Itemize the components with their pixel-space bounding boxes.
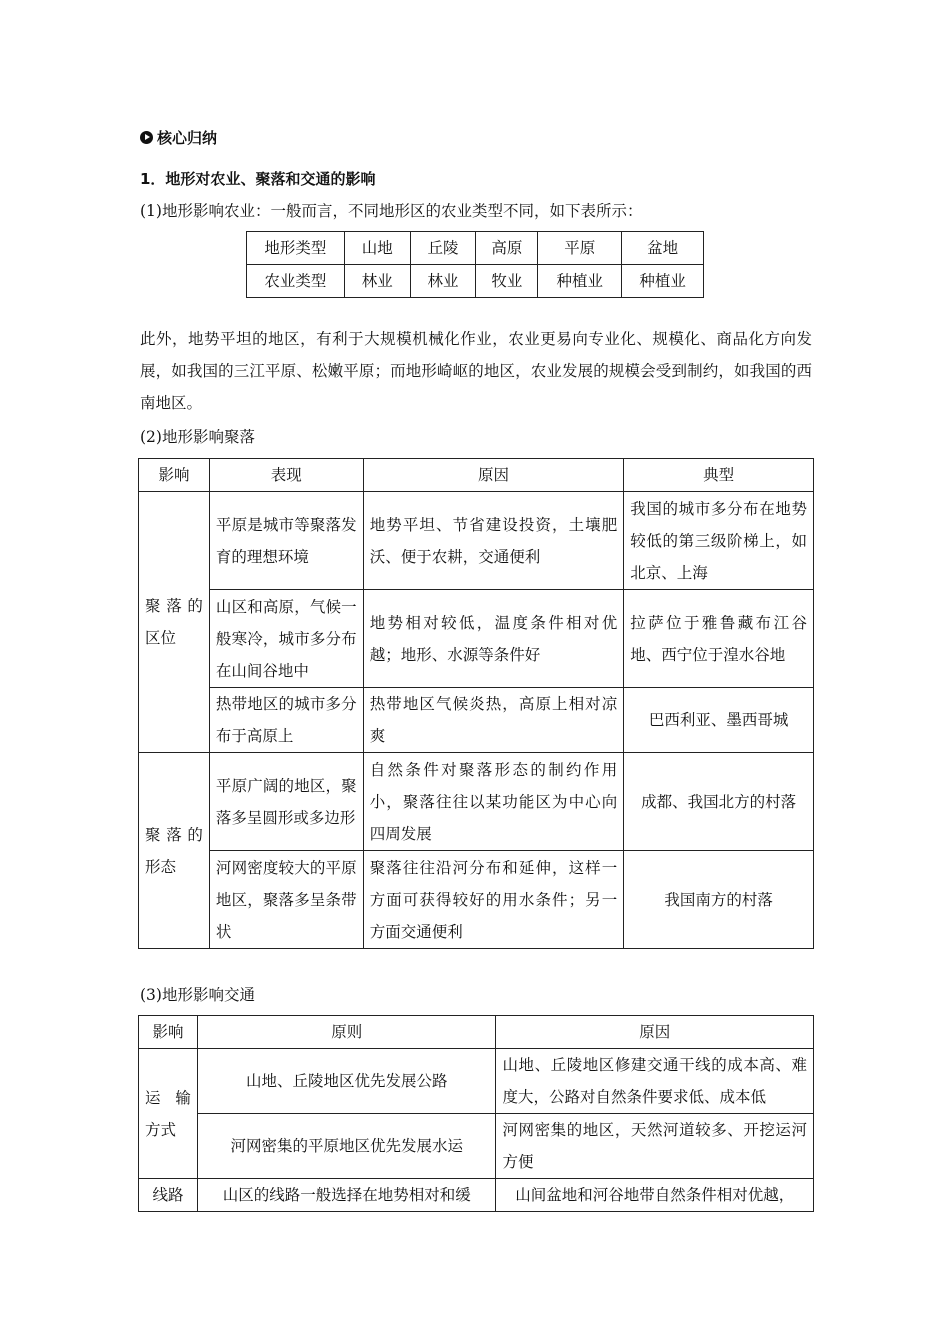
table-header: 表现 <box>209 459 363 492</box>
table-row <box>139 851 814 949</box>
table-cell: 山地、丘陵地区修建交通干线的成本高、难度大，公路对自然条件要求低、成本低 <box>496 1049 814 1114</box>
table-header: 原则 <box>197 1016 496 1049</box>
table-cell: 农业类型 <box>247 265 345 298</box>
table-cell: 我国的城市多分布在地势较低的第三级阶梯上，如北京、上海 <box>624 492 814 590</box>
row-group-label: 聚落的区位 <box>139 492 210 753</box>
table-cell: 巴西利亚、墨西哥城 <box>624 688 814 753</box>
settlement-intro: (2)地形影响聚落 <box>140 428 255 446</box>
table-header: 原因 <box>363 459 624 492</box>
table-header: 影响 <box>139 1016 198 1049</box>
table-cell: 丘陵 <box>410 232 476 265</box>
agriculture-intro: (1)地形影响农业：一般而言，不同地形区的农业类型不同，如下表所示： <box>140 202 643 220</box>
table-cell: 平原是城市等聚落发育的理想环境 <box>209 492 363 590</box>
table-cell: 成都、我国北方的村落 <box>624 753 814 851</box>
table-cell: 河网密集的平原地区优先发展水运 <box>197 1114 496 1179</box>
table-row <box>139 1049 814 1114</box>
transport-intro: (3)地形影响交通 <box>140 986 255 1004</box>
table-cell: 自然条件对聚落形态的制约作用小，聚落往往以某功能区为中心向四周发展 <box>363 753 624 851</box>
table-cell: 种植业 <box>538 265 622 298</box>
row-group-label: 聚落的形态 <box>139 753 210 949</box>
table-row <box>139 1179 814 1212</box>
table-cell: 地势平坦、节省建设投资，土壤肥沃、便于农耕，交通便利 <box>363 492 624 590</box>
table-cell: 种植业 <box>622 265 704 298</box>
agriculture-body: 此外，地势平坦的地区，有利于大规模机械化作业，农业更易向专业化、规模化、商品化方向发展，如我国的三江平原、松嫩平原；而地形崎岖的地区，农业发展的规模会受到制约，如我国的西南地区。 <box>140 330 812 412</box>
table-header-row <box>139 459 814 492</box>
transport-table <box>138 1015 814 1212</box>
table-row <box>247 232 704 265</box>
table-row <box>247 265 704 298</box>
agriculture-table <box>246 231 704 298</box>
table-cell: 牧业 <box>476 265 538 298</box>
row-group-label: 运输方式 <box>139 1049 198 1179</box>
table-cell: 我国南方的村落 <box>624 851 814 949</box>
table-header: 典型 <box>624 459 814 492</box>
table-cell: 河网密度较大的平原地区，聚落多呈条带状 <box>209 851 363 949</box>
table-cell: 热带地区的城市多分布于高原上 <box>209 688 363 753</box>
settlement-table <box>138 458 814 949</box>
table-cell: 平原广阔的地区，聚落多呈圆形或多边形 <box>209 753 363 851</box>
table-cell: 线路 <box>139 1179 198 1212</box>
table-cell: 平原 <box>538 232 622 265</box>
table-cell: 山间盆地和河谷地带自然条件相对优越， <box>496 1179 814 1212</box>
table-cell: 山地、丘陵地区优先发展公路 <box>197 1049 496 1114</box>
table-row <box>139 688 814 753</box>
section-heading <box>140 127 217 148</box>
table-cell: 林业 <box>410 265 476 298</box>
table-cell: 地势相对较低，温度条件相对优越；地形、水源等条件好 <box>363 590 624 688</box>
table-cell: 林业 <box>344 265 410 298</box>
table-row <box>139 1114 814 1179</box>
table-cell: 山区的线路一般选择在地势相对和缓 <box>197 1179 496 1212</box>
table-cell: 山地 <box>344 232 410 265</box>
table-cell: 热带地区气候炎热，高原上相对凉爽 <box>363 688 624 753</box>
table-row <box>139 590 814 688</box>
table-cell: 聚落往往沿河分布和延伸，这样一方面可获得较好的用水条件；另一方面交通便利 <box>363 851 624 949</box>
table-header-row <box>139 1016 814 1049</box>
play-circle-icon <box>140 131 153 144</box>
table-cell: 拉萨位于雅鲁藏布江谷地、西宁位于湟水谷地 <box>624 590 814 688</box>
table-header: 原因 <box>496 1016 814 1049</box>
section-heading-text: 核心归纳 <box>157 129 218 147</box>
table-cell: 高原 <box>476 232 538 265</box>
table-row <box>139 492 814 590</box>
table-cell: 河网密集的地区，天然河道较多、开挖运河方便 <box>496 1114 814 1179</box>
heading-1: 1．地形对农业、聚落和交通的影响 <box>140 170 376 188</box>
table-row <box>139 753 814 851</box>
table-cell: 盆地 <box>622 232 704 265</box>
table-cell: 地形类型 <box>247 232 345 265</box>
table-cell: 山区和高原，气候一般寒冷，城市多分布在山间谷地中 <box>209 590 363 688</box>
table-header: 影响 <box>139 459 210 492</box>
